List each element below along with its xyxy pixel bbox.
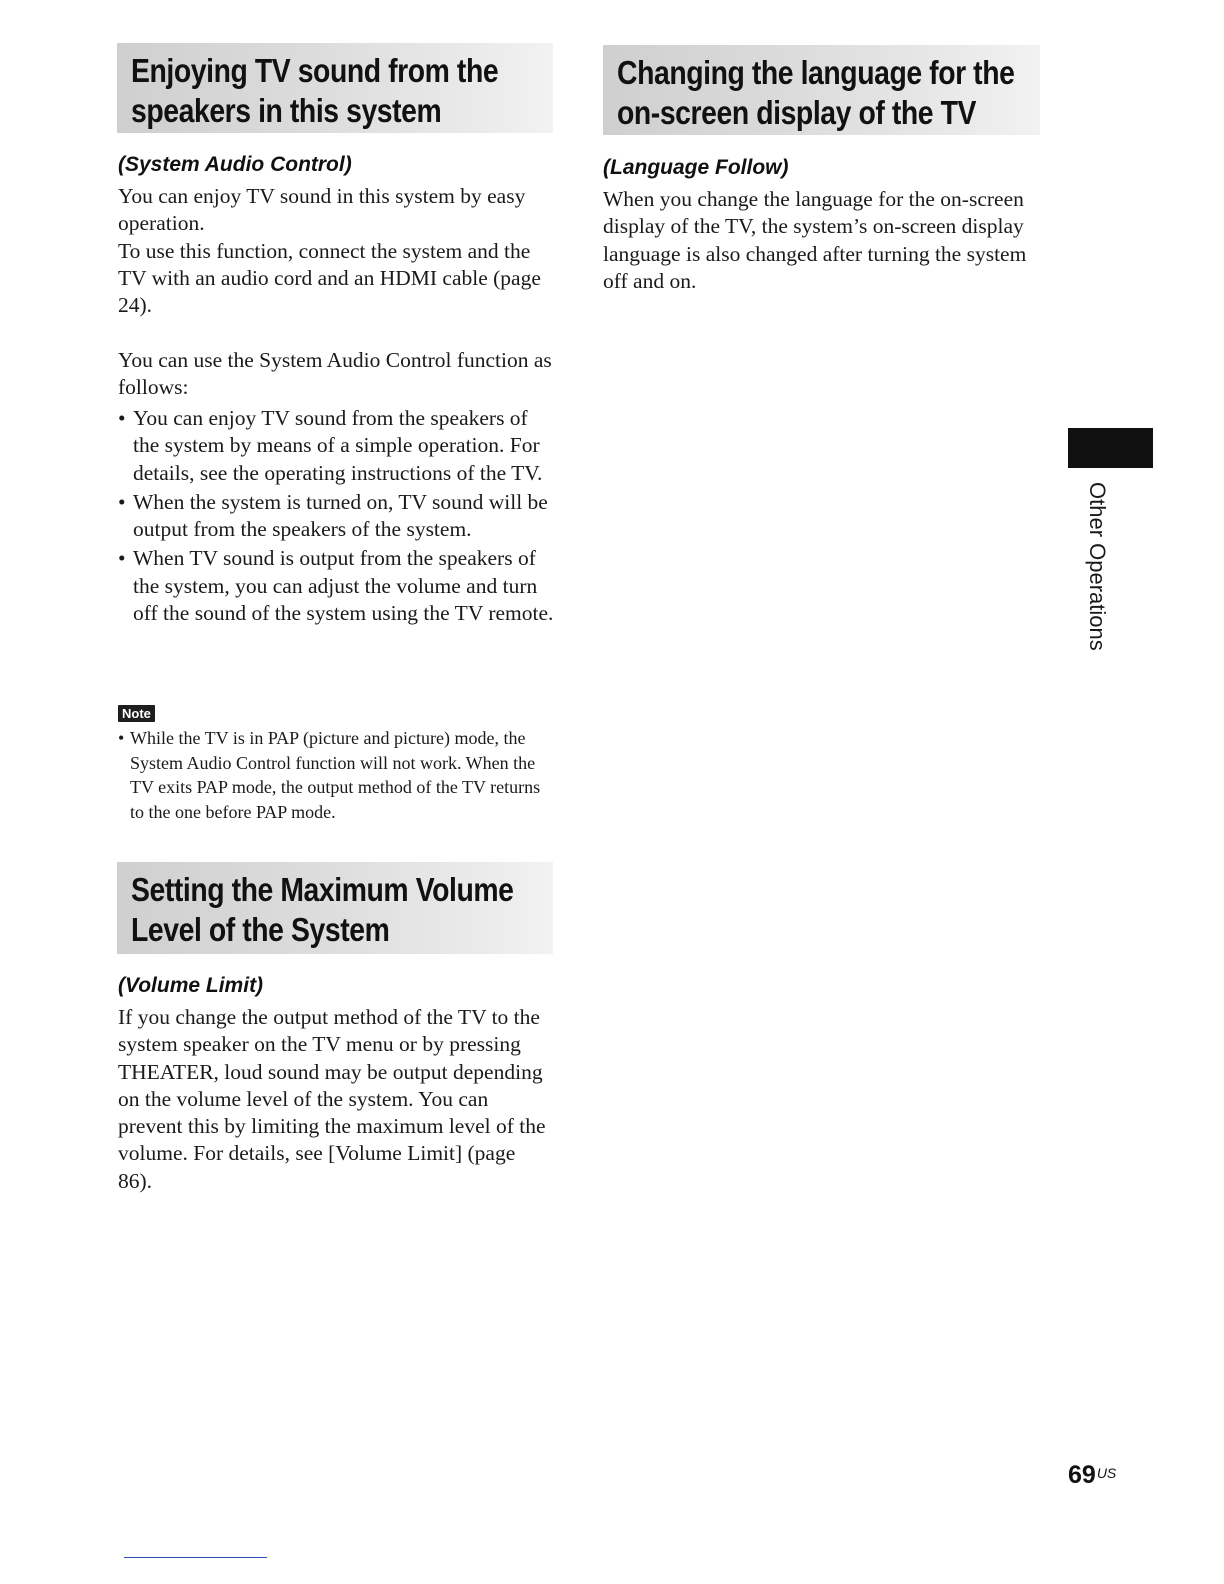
footer-rule (124, 1557, 267, 1558)
subtitle-system-audio: (System Audio Control) (118, 153, 352, 176)
heading-language-line-2: on-screen display of the TV (617, 94, 976, 131)
list-item: • When TV sound is output from the speakers of the system, you can adjust the volume and turn off the sound of the system using the TV remote. (118, 545, 554, 627)
side-tab-label: Other Operations (1085, 482, 1110, 651)
subtitle-volume-limit: (Volume Limit) (118, 974, 264, 997)
note-item: • While the TV is in PAP (picture and picture) mode, the System Audio Control function will not work. When the TV exits PAP mode, the output method of the TV returns to the one before PAP mode. (118, 726, 554, 824)
page-number-suffix: US (1096, 1465, 1117, 1481)
note-badge: Note (118, 705, 155, 722)
heading-system-audio-line-1: Enjoying TV sound from the (131, 52, 499, 89)
heading-max-volume-line-1: Setting the Maximum Volume (131, 871, 514, 908)
page-number-value: 69 (1068, 1461, 1096, 1489)
list-item: • You can enjoy TV sound from the speakers of the system by means of a simple operation. For details, see the operating instructions of the TV. (118, 405, 554, 487)
system-audio-intro: You can enjoy TV sound in this system by easy operation. To use this function, connect the system and the TV with an audio cord and an HDMI cable (page 24). (118, 184, 541, 318)
list-item: • When the system is turned on, TV sound will be output from the speakers of the system. (118, 489, 554, 544)
heading-language (603, 45, 1040, 135)
heading-max-volume (117, 862, 553, 954)
subtitle-language-follow: (Language Follow) (603, 156, 789, 179)
heading-max-volume-line-2: Level of the System (131, 911, 390, 948)
system-audio-bullet-list (118, 405, 554, 629)
language-follow-body: When you change the language for the on-screen display of the TV, the system’s on-screen display language is also changed after turning the system off and on. (603, 187, 1027, 293)
system-audio-usage-intro: You can use the System Audio Control function as follows: (118, 348, 552, 400)
heading-language-line-1: Changing the language for the (617, 54, 1015, 91)
note-list (118, 726, 554, 824)
heading-system-audio-line-2: speakers in this system (131, 92, 442, 129)
page-number (1068, 1460, 1116, 1490)
side-tab-marker (1068, 428, 1153, 468)
volume-limit-body: If you change the output method of the TV to the system speaker on the TV menu or by pressing THEATER, loud sound may be output depending on the volume level of the system. You can prevent this by limiting the maximum level of the volume. For details, see [Volume Limit] (page 86). (118, 1005, 546, 1193)
heading-system-audio (117, 43, 553, 133)
